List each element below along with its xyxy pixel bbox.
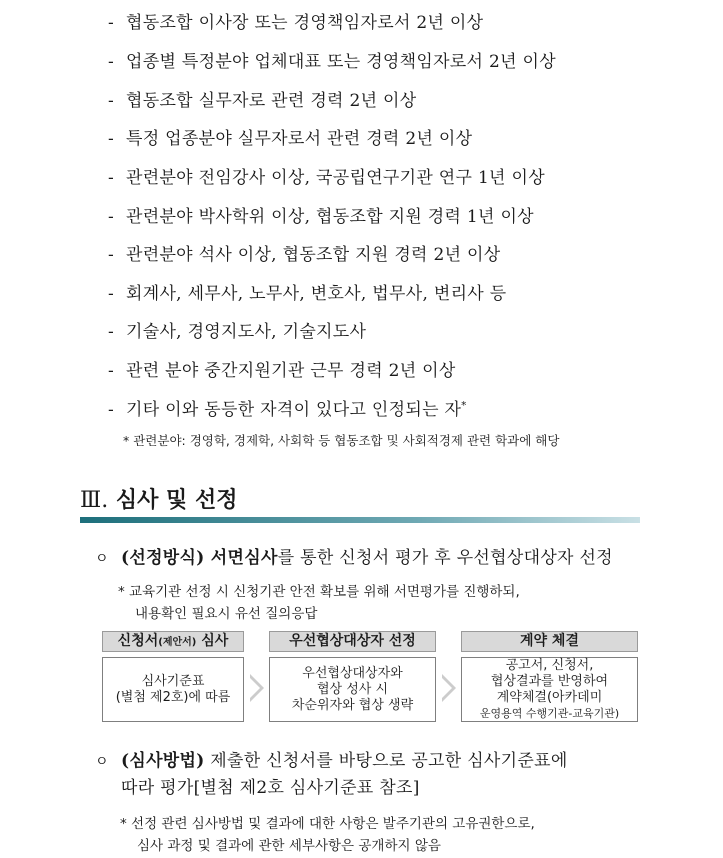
section-heading xyxy=(80,483,237,514)
arrow-right-icon xyxy=(442,674,456,702)
list-item: - 기술사, 경영지도사, 기술지도사 xyxy=(108,322,367,342)
section-divider xyxy=(80,517,640,523)
list-item: - 특정 업종분야 실무자로서 관련 경력 2년 이상 xyxy=(108,129,473,149)
footnote-mark: * xyxy=(461,400,467,412)
flow-step-3-box: 공고서, 신청서, 협상결과를 반영하여 계약체결(아카데미 운영용역 수행기관-교육기관) xyxy=(461,657,638,722)
list-item: - 관련분야 전임강사 이상, 국공립연구기관 연구 1년 이상 xyxy=(108,168,545,188)
list-item: - 관련분야 석사 이상, 협동조합 지원 경력 2년 이상 xyxy=(108,245,501,265)
list-item: - 협동조합 실무자로 관련 경력 2년 이상 xyxy=(108,91,417,111)
section-number: Ⅲ. xyxy=(80,488,109,513)
list-item: - 업종별 특정분야 업체대표 또는 경영책임자로서 2년 이상 xyxy=(108,52,556,72)
bullet-symbol: ㅇ xyxy=(95,754,109,770)
review-text-line1: 제출한 신청서를 바탕으로 공고한 심사기준표에 xyxy=(204,751,568,771)
review-note-line1: * 선정 관련 심사방법 및 결과에 대한 사항은 발주기관의 고유권한으로, xyxy=(120,816,535,832)
list-item: - 회계사, 세무사, 노무사, 변호사, 법무사, 변리사 등 xyxy=(108,284,507,304)
method-note-line1: * 교육기관 선정 시 신청기관 안전 확보를 위해 서면평가를 진행하되, xyxy=(118,584,520,600)
flow-step-2-box: 우선협상대상자와 협상 성사 시 차순위자와 협상 생략 xyxy=(269,657,436,722)
section-title: 심사 및 선정 xyxy=(115,488,238,513)
review-label: (심사방법) xyxy=(121,751,205,771)
method-note-line2: 내용확인 필요시 유선 질의응답 xyxy=(135,606,318,622)
method-label: (선정방식) 서면심사 xyxy=(121,548,278,568)
flow-step-2-title: 우선협상대상자 선정 xyxy=(269,631,436,652)
list-item: - 협동조합 이사장 또는 경영책임자로서 2년 이상 xyxy=(108,13,484,33)
review-method xyxy=(95,746,568,771)
bullet-symbol: ㅇ xyxy=(95,551,109,567)
flow-step-1-title: 신청서(제안서) 심사 xyxy=(102,631,244,652)
flow-step-3-title: 계약 체결 xyxy=(461,631,638,652)
list-item: - 관련분야 박사학위 이상, 협동조합 지원 경력 1년 이상 xyxy=(108,207,534,227)
review-text-line2: 따라 평가[별첨 제2호 심사기준표 참조] xyxy=(121,778,420,798)
method-text: 를 통한 신청서 평가 후 우선협상대상자 선정 xyxy=(277,548,613,568)
review-note-line2: 심사 과정 및 결과에 관한 세부사항은 공개하지 않음 xyxy=(137,838,441,854)
selection-method xyxy=(95,543,613,568)
list-item: - 기타 이와 동등한 자격이 있다고 인정되는 자* xyxy=(108,400,467,420)
list-item: - 관련 분야 중간지원기관 근무 경력 2년 이상 xyxy=(108,361,456,381)
qualification-note: * 관련분야: 경영학, 경제학, 사회학 등 협동조합 및 사회적경제 관련 학과에 해당 xyxy=(123,433,560,448)
arrow-right-icon xyxy=(250,674,264,702)
flow-step-1-box: 심사기준표 (별첨 제2호)에 따름 xyxy=(102,657,244,722)
